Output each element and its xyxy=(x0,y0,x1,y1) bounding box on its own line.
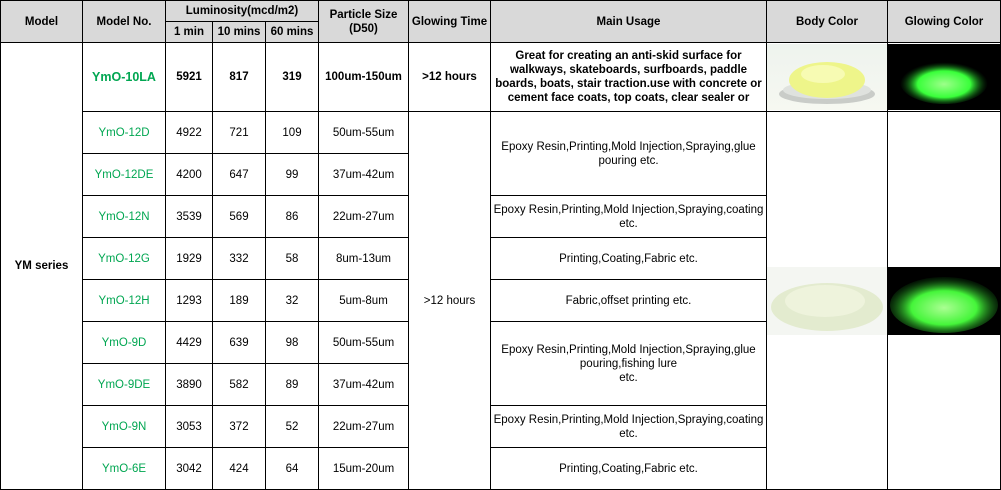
lum-60min: 89 xyxy=(266,364,319,406)
main-usage: Great for creating an anti-skid surface for walkways, skateboards, surfboards, paddle boards, boats, stair traction.use with concrete or cement face coats, top coats, clear sealer or xyxy=(491,43,767,112)
particle-size: 37um-42um xyxy=(319,364,409,406)
header-body-color: Body Color xyxy=(767,1,888,43)
header-particle-size: Particle Size (D50) xyxy=(319,1,409,43)
main-usage: Printing,Coating,Fabric etc. xyxy=(491,448,767,490)
particle-size: 50um-55um xyxy=(319,322,409,364)
particle-size: 22um-27um xyxy=(319,406,409,448)
lum-60min: 52 xyxy=(266,406,319,448)
lum-1min: 3890 xyxy=(166,364,213,406)
lum-1min: 3053 xyxy=(166,406,213,448)
lum-60min: 64 xyxy=(266,448,319,490)
lum-10min: 647 xyxy=(213,154,266,196)
lum-10min: 639 xyxy=(213,322,266,364)
particle-size: 22um-27um xyxy=(319,196,409,238)
lum-10min: 332 xyxy=(213,238,266,280)
lum-60min: 98 xyxy=(266,322,319,364)
header-glowing-color: Glowing Color xyxy=(888,1,1001,43)
lum-1min: 4429 xyxy=(166,322,213,364)
glowing-color-image xyxy=(888,112,1001,490)
lum-60min: 58 xyxy=(266,238,319,280)
header-10min: 10 mins xyxy=(213,22,266,43)
model-no: YmO-12D xyxy=(83,112,166,154)
model-no: YmO-10LA xyxy=(83,43,166,112)
header-60min: 60 mins xyxy=(266,22,319,43)
model-no: YmO-12G xyxy=(83,238,166,280)
table-row xyxy=(1,112,1001,154)
table-row xyxy=(1,43,1001,112)
lum-10min: 721 xyxy=(213,112,266,154)
lum-1min: 4200 xyxy=(166,154,213,196)
particle-size: 100um-150um xyxy=(319,43,409,112)
main-usage: Epoxy Resin,Printing,Mold Injection,Spraying,coating etc. xyxy=(491,406,767,448)
glowing-color-image xyxy=(888,43,1001,112)
lum-60min: 32 xyxy=(266,280,319,322)
main-usage: Epoxy Resin,Printing,Mold Injection,Spraying,glue pouring etc. xyxy=(491,112,767,196)
lum-1min: 3539 xyxy=(166,196,213,238)
body-color-image xyxy=(767,112,888,490)
particle-size: 5um-8um xyxy=(319,280,409,322)
main-usage: Fabric,offset printing etc. xyxy=(491,280,767,322)
main-usage-line: etc. xyxy=(619,371,638,384)
glowing-time: >12 hours xyxy=(409,43,491,112)
main-usage xyxy=(491,322,767,406)
lum-10min: 569 xyxy=(213,196,266,238)
header-glowing-time: Glowing Time xyxy=(409,1,491,43)
lum-10min: 424 xyxy=(213,448,266,490)
particle-size: 15um-20um xyxy=(319,448,409,490)
lum-10min: 817 xyxy=(213,43,266,112)
main-usage: Printing,Coating,Fabric etc. xyxy=(491,238,767,280)
particle-size: 50um-55um xyxy=(319,112,409,154)
lum-1min: 3042 xyxy=(166,448,213,490)
glowing-time: >12 hours xyxy=(409,112,491,490)
series-name: YM series xyxy=(1,43,83,490)
lum-10min: 582 xyxy=(213,364,266,406)
header-luminosity: Luminosity(mcd/m2) xyxy=(166,1,319,22)
lum-1min: 1929 xyxy=(166,238,213,280)
model-no: YmO-12DE xyxy=(83,154,166,196)
model-no: YmO-9N xyxy=(83,406,166,448)
model-no: YmO-9DE xyxy=(83,364,166,406)
header-model-no: Model No. xyxy=(83,1,166,43)
particle-size: 37um-42um xyxy=(319,154,409,196)
model-no: YmO-6E xyxy=(83,448,166,490)
model-no: YmO-12N xyxy=(83,196,166,238)
lum-10min: 372 xyxy=(213,406,266,448)
header-main-usage: Main Usage xyxy=(491,1,767,43)
lum-1min: 1293 xyxy=(166,280,213,322)
lum-60min: 109 xyxy=(266,112,319,154)
lum-60min: 319 xyxy=(266,43,319,112)
lum-1min: 4922 xyxy=(166,112,213,154)
particle-size: 8um-13um xyxy=(319,238,409,280)
lum-1min: 5921 xyxy=(166,43,213,112)
main-usage: Epoxy Resin,Printing,Mold Injection,Spraying,coating etc. xyxy=(491,196,767,238)
header-1min: 1 min xyxy=(166,22,213,43)
lum-60min: 99 xyxy=(266,154,319,196)
main-usage-line: Epoxy Resin,Printing,Mold Injection,Spraying,glue pouring,fishing lure xyxy=(501,343,756,370)
lum-10min: 189 xyxy=(213,280,266,322)
body-color-image xyxy=(767,43,888,112)
model-no: YmO-12H xyxy=(83,280,166,322)
model-no: YmO-9D xyxy=(83,322,166,364)
header-model: Model xyxy=(1,1,83,43)
lum-60min: 86 xyxy=(266,196,319,238)
